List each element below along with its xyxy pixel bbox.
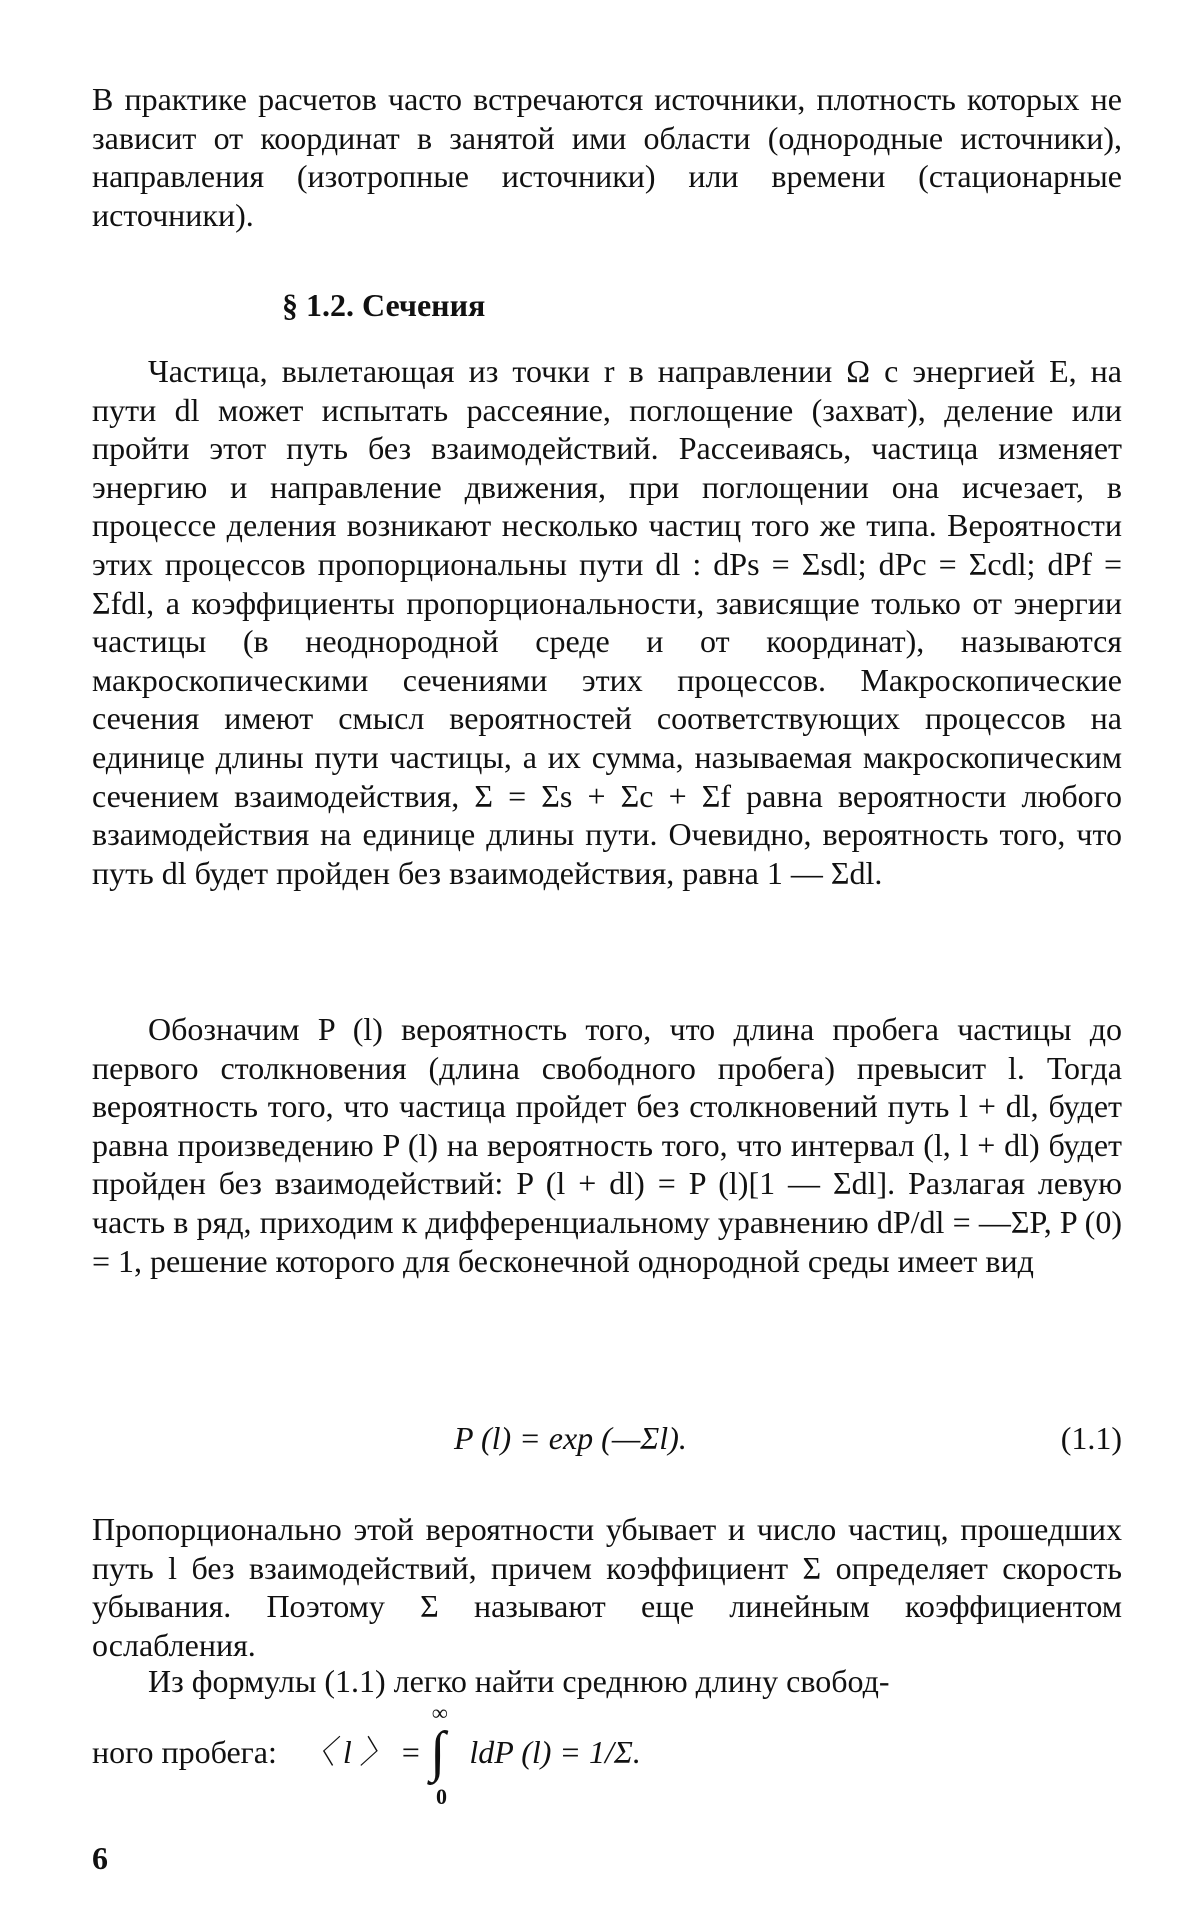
equation-body: P (l) = exp (—Σl). [454,1420,687,1456]
integral-sign [430,1700,460,1810]
page-number: 6 [92,1840,108,1876]
mean-line-lhs: 〈 l 〉 = [302,1734,422,1770]
mean-line-rhs: ldP (l) = 1/Σ. [469,1734,641,1770]
section-heading: § 1.2. Сечения [282,287,486,323]
equation-number: (1.1) [1060,1420,1122,1456]
free-path-paragraph: Обозначим P (l) вероятность того, что длина пробега частицы до первого столкновения (длина свободного пробега) превысит l. Тогда вероятность того, что частица пройдет без столкновений путь l + dl, будет равна произведению P (l) на вероятность того, что интервал (l, l + dl) будет пройден без взаимодействий: P (l + dl) = P (l)[1 — Σdl]. Разлагая левую часть в ряд, приходим к дифференциальному уравнению dP/dl = —ΣP, P (0) = 1, решение которого для бесконечной однородной среды имеет вид [92,1011,1122,1279]
attenuation-paragraph: Пропорционально этой вероятности убывает и число частиц, прошедших путь l без взаимодействий, причем коэффициент Σ определяет скорость убывания. Поэтому Σ называют еще линейным коэффициентом ослабления. [92,1511,1122,1663]
integral-symbol: ∫ [430,1721,446,1783]
mean-line-lead: ного пробега: [92,1734,277,1770]
mean-free-path-intro: Из формулы (1.1) легко найти среднюю длину свобод- [148,1663,890,1699]
integral-upper-limit: ∞ [432,1700,448,1725]
cross-sections-paragraph: Частица, вылетающая из точки r в направлении Ω с энергией E, на пути dl может испытать рассеяние, поглощение (захват), деление или пройти этот путь без взаимодействий. Рассеиваясь, частица изменяет энергию и направление движения, при поглощении она исчезает, в процессе деления возникают несколько частиц того же типа. Вероятности этих процессов пропорциональны пути dl : dPs = Σsdl; dPc = Σcdl; dPf = Σfdl, а коэффициенты пропорциональности, зависящие только от энергии частицы (в неоднородной среде и от координат), называются макроскопическими сечениями этих процессов. Макроскопические сечения имеют смысл вероятностей соответствующих процессов на единице длины пути частицы, а их сумма, называемая макроскопическим сечением взаимодействия, Σ = Σs + Σc + Σf равна вероятности любого взаимодействия на единице длины пути. Очевидно, вероятность того, что путь dl будет пройден без взаимодействия, равна 1 — Σdl. [92,353,1122,891]
equation-1-1 [92,1418,1122,1458]
integral-lower-limit: 0 [436,1784,447,1809]
mean-free-path-formula [92,1732,1122,1772]
intro-paragraph: В практике расчетов часто встречаются источники, плотность которых не зависит от координат в занятой ими области (однородные источники), направления (изотропные источники) или времени (стационарные источники). [92,81,1122,233]
